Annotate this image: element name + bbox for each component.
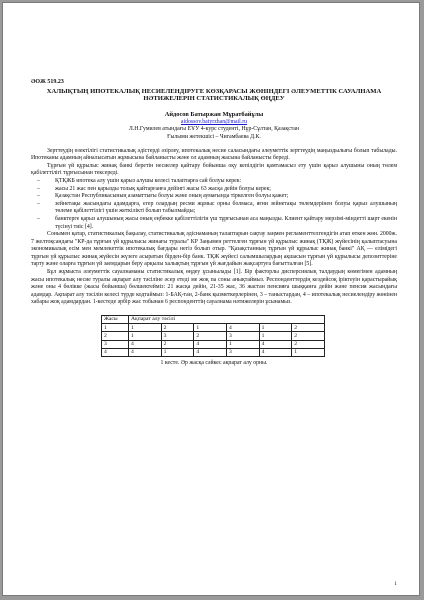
table-cell: 3 — [102, 340, 129, 348]
list-item-text: зейнетақы жасындағы адамдарға, егер олардың ресми жұмыс орны болмаса, яғни зейнетақы төлемдерінен болуы қарыз алушының төлеме қабілеттілігі үшін жеткілікті болып табылмайды; — [55, 200, 397, 215]
table-cell: 4 — [259, 340, 292, 348]
table-cell: 4 — [129, 348, 162, 356]
list-item — [31, 186, 397, 194]
table-header-age: Жасы — [102, 316, 129, 324]
table-cell: 2 — [161, 340, 194, 348]
table-row — [102, 332, 325, 340]
list-item-text: Қазақстан Республикасының азаматтығы болуы және оның аумағында тіркелген болуы қажет; — [55, 193, 289, 200]
table-cell: 4 — [194, 340, 227, 348]
paragraph-bank-check: Тұрғын үй құрылыс жинақ банкі беретін несиелер қайтару бойынша оқу кепілдігін қамтамасыз ету үшін қарыз алушыны оның төлем қабілеттілігі тұрғысынан тексереді. — [31, 162, 397, 177]
document-page — [2, 2, 420, 596]
table-cell: 2 — [194, 332, 227, 340]
paragraph-relevance: Зерттеудің өзектілігі статистикалық әдістерді әзірлеу, ипотекалық несие саласындағы әлеуметтік зерттеудің маңыздылығы болып табылады. Ипотеканы адамның айналысатын жұмысына байланысты және ол адамның жасына байланысты береді. — [31, 147, 397, 162]
table-cell: 2 — [161, 324, 194, 332]
table-cell: 2 — [102, 332, 129, 340]
dash-bullet: – — [37, 200, 40, 207]
list-item — [31, 201, 397, 216]
list-item — [31, 216, 397, 231]
list-item-text: ҚТҚЖБ ипотека алу үшін қарыз алушы келесі талаптарға сай болуы керек: — [55, 177, 242, 184]
list-item-text: жасы 21 жас пен қарызды толық қайтарғанға дейінгі жасы 63 жасқа дейін болуы керек; — [55, 185, 271, 192]
table-header-row — [102, 316, 325, 324]
table-cell: 1 — [102, 324, 129, 332]
list-item-text: банктерге қарыз алушының жасы оның еңбекке қабілеттілігін үш тұрғысынан аса маңызды. Клиент қайтару мерзімі-міндетті шарт екенін түсінуі тиіс [4]. — [55, 215, 397, 230]
table-cell: 1 — [129, 332, 162, 340]
table-cell: 1 — [129, 324, 162, 332]
table-cell: 4 — [102, 348, 129, 356]
table-cell: 1 — [292, 348, 325, 356]
table-cell: 1 — [226, 340, 259, 348]
requirements-list — [31, 178, 397, 231]
paragraph-regulation: Сонымен қатар, статистикалық бақылау, статистикалық әдіснаманың талаптарын сақтау заңмен регламенттелгендігін атап өткен жөн. 2000ж. 7 желтоқсандағы "КР-да тұрғын үй құрылысы жинағы туралы" КР Заңымен реттелген тұрғын үй құрылыс жинақ (ТҚЖ) жүйесінің қалыптасуына экономикалық есім мен мемлекеттік ипотекалық бағдары негіз болып отыр. "Қазақстанның тұрғын үй құрылыс жинақ банкі" АҚ — елімідегі тұрғын үй құрылыс жинақ жүйесін жүзеге асыратын бірден-бір банк. ТҚЖ жүйесі салымшылардың ақшасын тұрғын үй құрылысы депозиттеріне тарту және оларға тұрғын үй заемдарын беру арқылы халықтың тұрғын үй жағдайын жақсартуға бағытталған [5]. — [31, 231, 397, 268]
table-row — [102, 324, 325, 332]
table-cell: 2 — [292, 332, 325, 340]
paragraph-method: Бұл жұмыста әлеуметтік сауалнаманы статистикалық өңдеу ұсынылады [1]. Бір факторлы дисперсиялық талдаудың көмегімен адамның жасы ипотекалық несие туралы ақпарат алу тәсіліне әсер етеді ме жоқ па соны анықтаймыз. Респонденттердің кездейсоқ іріктеуін қарастырайық және оны 4 бөлікке (жасы бойынша) бөлшектейміз: 21 жасқа дейін, 21-35 жас, 36 жастан пенсияға шыққанға дейін және пенсия жасындағы адамдар. Ақпарат алу тәсілін келесі түрде кодтаймыз: 1-БАҚ-тан, 2-банк қызметкерлерінен, 3 – таныстардан, 4 – ипотекалық несиелендіру жөнінен хабары жоқ адамдардан. 1-кестеде әрбір жас тобынан 6 респонденттің сауалнама нәтижелерін ұсынамыз. — [31, 269, 397, 306]
table-cell: 2 — [292, 340, 325, 348]
table-cell: 4 — [259, 348, 292, 356]
dash-bullet: – — [37, 185, 40, 192]
page-number: 1 — [394, 581, 397, 587]
author-affiliation: Л.Н.Гумилев атындағы ЕҰУ 4-курс студенті, Нұр-Сұлтан, Қазақстан — [128, 126, 300, 133]
table-caption: 1 кесте. Әр жасқа сәйкес ақпарат алу орны. — [160, 359, 268, 366]
table-cell: 4 — [226, 324, 259, 332]
author-name: Айдосов Батыржан Мұратбайұлы — [164, 111, 264, 119]
table-row — [102, 348, 325, 356]
list-item — [31, 178, 397, 186]
udk-code: ӘОЖ 519.23 — [31, 79, 64, 85]
page-content — [31, 79, 397, 368]
table-cell: 1 — [161, 348, 194, 356]
table-cell: 3 — [226, 332, 259, 340]
table-cell: 4 — [129, 340, 162, 348]
dash-bullet: – — [37, 177, 40, 184]
table-cell: 1 — [194, 324, 227, 332]
table-cell: 3 — [161, 332, 194, 340]
table-row — [102, 340, 325, 348]
author-email-link[interactable]: aidossov.batyrzhan@mail.ru — [180, 118, 248, 125]
table-cell: 1 — [259, 332, 292, 340]
survey-table — [101, 315, 325, 357]
list-item — [31, 193, 397, 201]
dash-bullet: – — [37, 193, 40, 200]
table-header-method: Ақпарат алу тәсілі — [129, 316, 325, 324]
dash-bullet: – — [37, 215, 40, 222]
table-cell: 3 — [226, 348, 259, 356]
table-cell: 2 — [292, 324, 325, 332]
paper-title: ХАЛЫҚТЫҢ ИПОТЕКАЛЫҚ НЕСИЕЛЕНДІРУГЕ КӨЗҚАРАСЫ ЖӨНІНДЕГІ ӘЛЕУМЕТТІК САУАЛНАМА НӘТИЖЕЛЕРІН СТАТИСТИКАЛЫҚ ӨҢДЕУ — [46, 87, 382, 103]
table-cell: 1 — [259, 324, 292, 332]
table-cell: 4 — [194, 348, 227, 356]
supervisor: Ғылыми жетекшісі – Чигамбаева Д.К. — [167, 133, 261, 140]
